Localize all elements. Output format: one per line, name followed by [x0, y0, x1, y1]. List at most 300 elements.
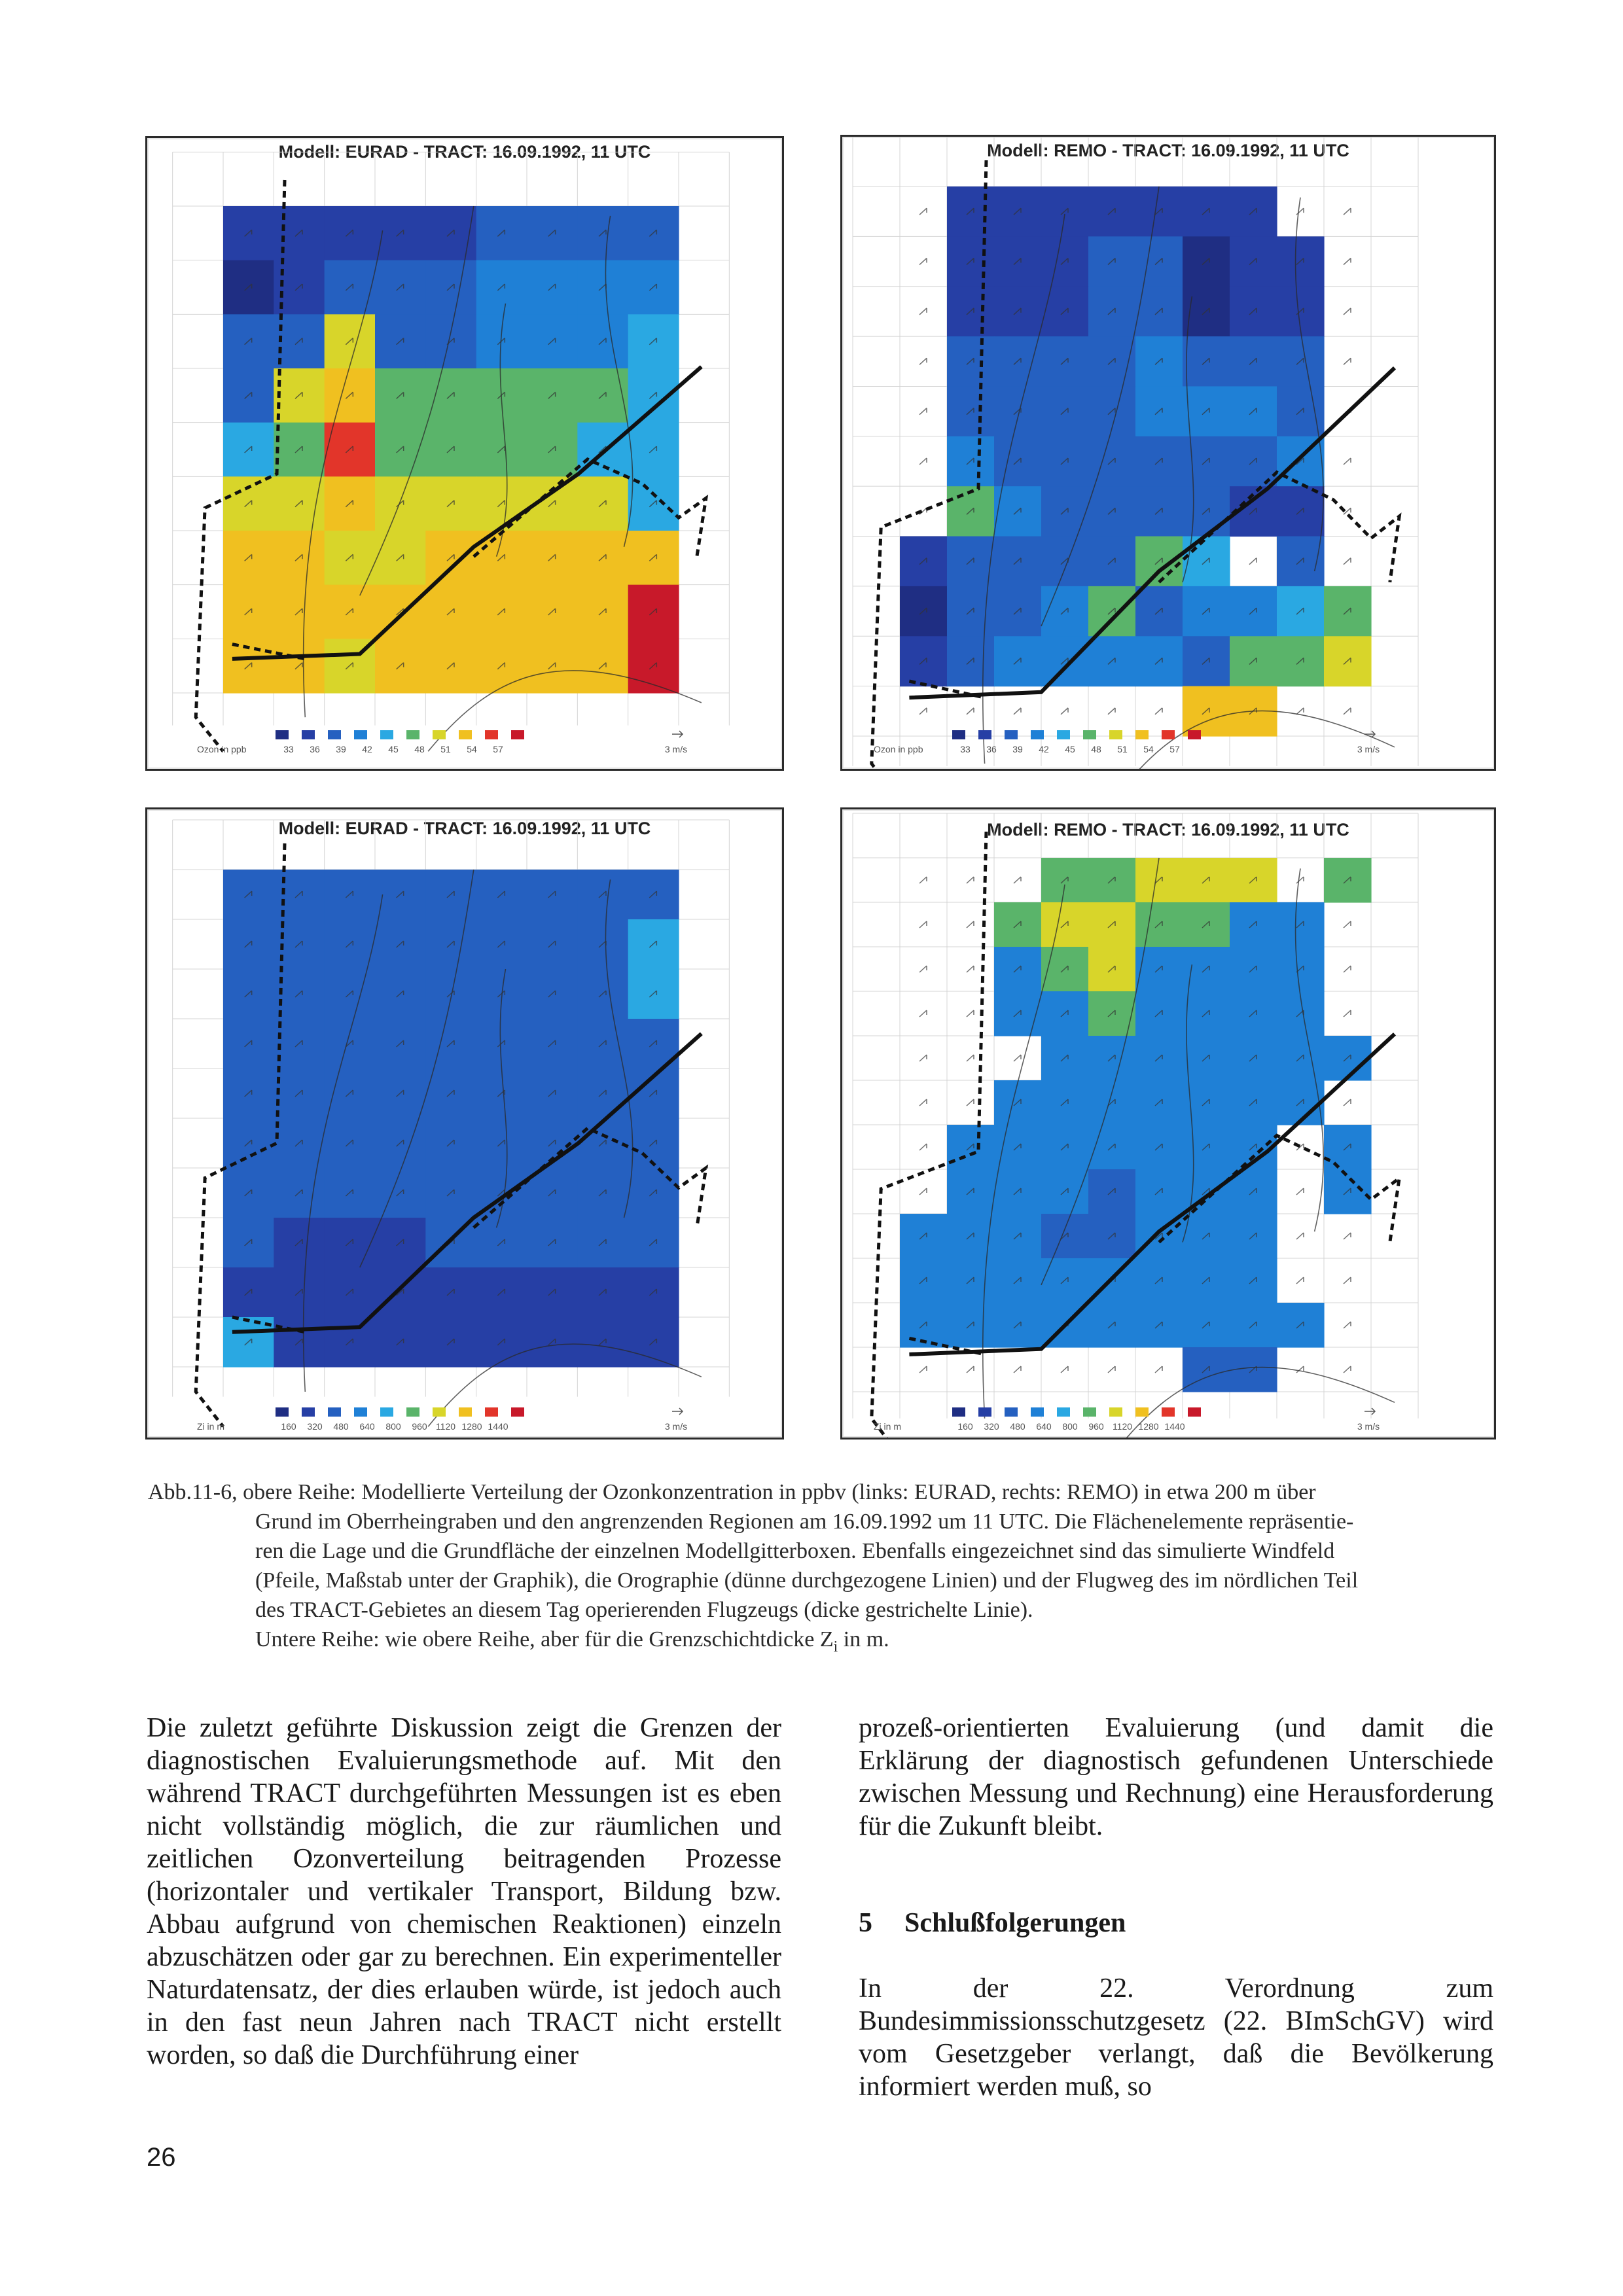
grid-cell	[994, 1303, 1042, 1348]
grid-cell	[1041, 537, 1089, 587]
grid-cell	[425, 1317, 476, 1368]
grid-cell	[1230, 991, 1277, 1036]
legend-value: 54	[467, 744, 477, 754]
grid-cell	[375, 1118, 426, 1169]
grid-cell	[425, 368, 476, 423]
grid-cell	[476, 1267, 527, 1318]
grid-cell	[1183, 486, 1230, 537]
legend-label: Ozon in ppb	[874, 744, 923, 754]
grid-cell	[1183, 902, 1230, 947]
grid-cell	[223, 969, 274, 1019]
grid-cell	[1230, 1258, 1277, 1303]
grid-cell	[1041, 1169, 1089, 1214]
body-paragraph: In der 22. Verordnung zum Bundesimmissionsschutzgesetz (22. BImSchGV) wird vom Gesetzgeber verlangt, daß die Bevölkerung informiert werden muß, so	[859, 1973, 1493, 2102]
legend-swatch	[1162, 730, 1175, 739]
grid-cell	[947, 1258, 995, 1303]
legend-value: 640	[359, 1421, 375, 1432]
legend-value: 36	[986, 744, 997, 754]
grid-cell	[947, 236, 995, 287]
legend-swatch	[511, 730, 524, 739]
grid-cell	[1041, 636, 1089, 686]
grid-cell	[223, 870, 274, 920]
legend-swatch	[1188, 730, 1201, 739]
grid-cell	[1183, 1303, 1230, 1348]
grid-cell	[900, 1214, 948, 1259]
legend-swatch	[328, 1407, 341, 1417]
legend-value: 54	[1143, 744, 1154, 754]
section-number: 5	[859, 1908, 872, 1938]
scale-arrow-icon	[672, 1408, 683, 1415]
grid-cell	[476, 476, 527, 531]
grid-cell	[274, 1069, 325, 1119]
grid-cell	[274, 1218, 325, 1268]
legend-swatch	[276, 730, 289, 739]
grid-cell	[994, 236, 1042, 287]
grid-cell	[1183, 336, 1230, 387]
grid-cell	[1135, 858, 1183, 903]
grid-cell	[375, 1317, 426, 1368]
grid-cell	[375, 1019, 426, 1069]
map-title: Modell: EURAD - TRACT: 16.09.1992, 11 UTC	[278, 142, 651, 162]
grid-cell	[628, 919, 679, 970]
legend-swatch	[1005, 1407, 1018, 1417]
grid-cell	[1277, 947, 1325, 992]
legend-value: 1280	[461, 1421, 482, 1432]
grid-cell	[425, 1069, 476, 1119]
legend-value: 480	[333, 1421, 349, 1432]
grid-cell	[527, 423, 578, 477]
grid-cell	[1088, 902, 1136, 947]
legend-swatch	[1188, 1407, 1201, 1417]
grid-cell	[274, 423, 325, 477]
legend-swatch	[978, 730, 991, 739]
grid-cell	[527, 870, 578, 920]
grid-cell	[476, 206, 527, 260]
grid-cell	[994, 1080, 1042, 1125]
legend-value: 480	[1010, 1421, 1026, 1432]
grid-cell	[425, 1168, 476, 1218]
grid-cell	[425, 260, 476, 315]
grid-cell	[900, 537, 948, 587]
legend-value: 160	[281, 1421, 296, 1432]
grid-cell	[527, 260, 578, 315]
grid-cell	[1230, 947, 1277, 992]
grid-cell	[900, 1258, 948, 1303]
grid-cell	[1088, 236, 1136, 287]
grid-cell	[425, 1118, 476, 1169]
scale-label: 3 m/s	[664, 744, 688, 754]
grid-cell	[1230, 436, 1277, 487]
grid-cell	[994, 186, 1042, 237]
legend-swatch	[1057, 1407, 1070, 1417]
grid-cell	[1324, 586, 1372, 637]
grid-cell	[628, 531, 679, 585]
legend-value: 1120	[435, 1421, 456, 1432]
grid-cell	[1324, 636, 1372, 686]
grid-cell	[947, 1125, 995, 1170]
legend-value: 42	[362, 744, 372, 754]
grid-cell	[628, 969, 679, 1019]
grid-cell	[900, 636, 948, 686]
grid-cell	[947, 1169, 995, 1214]
legend-swatch	[302, 730, 315, 739]
grid-cell	[1135, 186, 1183, 237]
grid-cell	[1230, 1214, 1277, 1259]
grid-cell	[425, 870, 476, 920]
grid-cell	[527, 1317, 578, 1368]
grid-cell	[375, 639, 426, 693]
legend-swatch	[380, 1407, 393, 1417]
legend-swatch	[511, 1407, 524, 1417]
grid-cell	[1183, 1214, 1230, 1259]
map-svg	[147, 809, 782, 1438]
legend-value: 57	[493, 744, 503, 754]
scale-label: 3 m/s	[1357, 1421, 1380, 1432]
legend-swatch	[459, 1407, 472, 1417]
grid-cell	[1135, 486, 1183, 537]
grid-cell	[1135, 586, 1183, 637]
grid-cell	[1041, 902, 1089, 947]
grid-cell	[1041, 1036, 1089, 1081]
map-title: Modell: REMO - TRACT: 16.09.1992, 11 UTC	[987, 820, 1349, 839]
grid-cell	[223, 260, 274, 315]
grid-cell	[325, 476, 376, 531]
legend-swatch	[1005, 730, 1018, 739]
legend-label: Ozon in ppb	[197, 744, 247, 754]
map-svg	[842, 137, 1494, 769]
legend-value: 36	[310, 744, 320, 754]
grid-cell	[527, 919, 578, 970]
grid-cell	[223, 1267, 274, 1318]
grid-cell	[1277, 1036, 1325, 1081]
legend-value: 51	[440, 744, 451, 754]
grid-cell	[476, 870, 527, 920]
grid-cell	[325, 1168, 376, 1218]
grid-cell	[1135, 902, 1183, 947]
legend-swatch	[485, 1407, 498, 1417]
legend-value: 57	[1169, 744, 1180, 754]
grid-cell	[527, 585, 578, 639]
map-title: Modell: REMO - TRACT: 16.09.1992, 11 UTC	[987, 141, 1349, 160]
legend-value: 33	[960, 744, 971, 754]
grid-cell	[1041, 186, 1089, 237]
grid-cell	[527, 368, 578, 423]
grid-cell	[577, 368, 628, 423]
grid-cell	[274, 1118, 325, 1169]
grid-cell	[1088, 1214, 1136, 1259]
grid-cell	[375, 1168, 426, 1218]
legend-value: 1440	[1164, 1421, 1185, 1432]
grid-cell	[425, 314, 476, 368]
grid-cell	[1135, 236, 1183, 287]
grid-cell	[527, 969, 578, 1019]
grid-cell	[1135, 436, 1183, 487]
grid-cell	[1324, 858, 1372, 903]
left-column	[147, 1712, 781, 2072]
grid-cell	[1135, 287, 1183, 337]
grid-cell	[577, 1267, 628, 1318]
grid-cell	[628, 1317, 679, 1368]
legend-swatch	[433, 730, 446, 739]
grid-cell	[223, 314, 274, 368]
grid-cell	[994, 1125, 1042, 1170]
grid-cell	[375, 919, 426, 970]
grid-cell	[994, 436, 1042, 487]
caption-line: ren die Lage und die Grundfläche der einzelnen Modellgitterboxen. Ebenfalls eingezeichnet sind das simulierte Windfeld	[255, 1539, 1335, 1563]
grid-cell	[375, 969, 426, 1019]
grid-cell	[900, 586, 948, 637]
grid-cell	[325, 1019, 376, 1069]
grid-cell	[1277, 902, 1325, 947]
grid-cell	[628, 870, 679, 920]
grid-cell	[223, 585, 274, 639]
grid-cell	[577, 870, 628, 920]
grid-cell	[425, 585, 476, 639]
caption-lead: Abb.11-6, obere Reihe: Modellierte Verteilung der Ozonkonzentration in ppbv (links: EURAD, rechts: REMO) in etwa 200 m über	[148, 1480, 1316, 1504]
grid-cell	[1183, 1036, 1230, 1081]
grid-cell	[274, 585, 325, 639]
map-panel-eurad-ozone	[145, 136, 784, 771]
grid-cell	[1135, 636, 1183, 686]
grid-cell	[1183, 186, 1230, 237]
grid-cell	[947, 386, 995, 436]
legend-swatch	[978, 1407, 991, 1417]
grid-cell	[947, 486, 995, 537]
grid-cell	[274, 639, 325, 693]
legend-swatch	[1135, 1407, 1149, 1417]
legend-value: 45	[388, 744, 399, 754]
grid-cell	[1277, 636, 1325, 686]
grid-cell	[1088, 436, 1136, 487]
grid-cell	[1230, 1347, 1277, 1392]
grid-cell	[577, 919, 628, 970]
legend-value: 51	[1117, 744, 1128, 754]
legend-value: 640	[1036, 1421, 1052, 1432]
grid-cell	[476, 314, 527, 368]
grid-cell	[628, 1267, 679, 1318]
grid-cell	[274, 1168, 325, 1218]
grid-cell	[527, 314, 578, 368]
legend	[874, 1407, 1380, 1432]
grid-cell	[994, 287, 1042, 337]
grid-cell	[577, 1168, 628, 1218]
grid-cell	[274, 1267, 325, 1318]
grid-cell	[628, 314, 679, 368]
grid-cell	[325, 368, 376, 423]
grid-cell	[947, 186, 995, 237]
legend-value: 800	[385, 1421, 401, 1432]
grid-cell	[1183, 858, 1230, 903]
caption-line: des TRACT-Gebietes an diesem Tag operierenden Flugzeugs (dicke gestrichelte Linie).	[255, 1598, 1033, 1622]
grid-cell	[476, 585, 527, 639]
grid-cell	[325, 1267, 376, 1318]
grid-cell	[476, 639, 527, 693]
grid-cell	[375, 314, 426, 368]
grid-cell	[1230, 636, 1277, 686]
legend-swatch	[952, 1407, 965, 1417]
legend-swatch	[1109, 730, 1122, 739]
grid-cell	[425, 423, 476, 477]
grid-cell	[1277, 586, 1325, 637]
legend-swatch	[1083, 730, 1096, 739]
grid-cell	[1088, 186, 1136, 237]
map-panel-remo-zi	[840, 807, 1496, 1439]
scale-arrow-icon	[1364, 1408, 1375, 1415]
legend-value: 48	[1091, 744, 1101, 754]
legend-swatch	[406, 730, 419, 739]
grid-cell	[577, 1069, 628, 1119]
grid-cell	[425, 639, 476, 693]
map-panel-remo-ozone	[840, 135, 1496, 771]
grid-cell	[325, 585, 376, 639]
grid-cell	[1324, 1169, 1372, 1214]
grid-cell	[1183, 436, 1230, 487]
grid-cell	[375, 260, 426, 315]
grid-cell	[577, 476, 628, 531]
grid-cell	[1277, 486, 1325, 537]
grid-cell	[1041, 1214, 1089, 1259]
grid-cell	[527, 639, 578, 693]
grid-cell	[1230, 1303, 1277, 1348]
grid-cell	[1183, 537, 1230, 587]
legend-value: 33	[283, 744, 294, 754]
grid-cell	[223, 423, 274, 477]
legend-swatch	[1031, 730, 1044, 739]
grid-cell	[1183, 1125, 1230, 1170]
grid-cell	[1088, 858, 1136, 903]
grid-cell	[527, 206, 578, 260]
grid-cell	[1135, 386, 1183, 436]
page-number: 26	[147, 2143, 176, 2172]
grid-cell	[1088, 636, 1136, 686]
grid-cell	[628, 1118, 679, 1169]
grid-cell	[325, 1118, 376, 1169]
legend-swatch	[380, 730, 393, 739]
grid-cell	[1183, 236, 1230, 287]
grid-cell	[1230, 902, 1277, 947]
grid-cell	[223, 476, 274, 531]
grid-cell	[1230, 386, 1277, 436]
grid-cell	[1230, 186, 1277, 237]
caption-line: (Pfeile, Maßstab unter der Graphik), die Orographie (dünne durchgezogene Linien) und der Flugweg des im nördlichen Teil	[255, 1568, 1359, 1593]
legend-value: 39	[1012, 744, 1023, 754]
legend-swatch	[328, 730, 341, 739]
grid-cell	[994, 902, 1042, 947]
grid-cell	[325, 969, 376, 1019]
legend-swatch	[485, 730, 498, 739]
grid-cell	[1088, 586, 1136, 637]
grid-cell	[1135, 991, 1183, 1036]
grid-cell	[527, 1069, 578, 1119]
grid-cell	[527, 531, 578, 585]
grid-cell	[1183, 636, 1230, 686]
grid-cell	[375, 368, 426, 423]
grid-cell	[223, 1168, 274, 1218]
grid-cell	[223, 1069, 274, 1119]
grid-cell	[223, 206, 274, 260]
grid-cell	[1088, 537, 1136, 587]
grid-cell	[1135, 1258, 1183, 1303]
grid-cell	[274, 1317, 325, 1368]
grid-cell	[577, 531, 628, 585]
grid-cell	[994, 636, 1042, 686]
grid-cell	[1277, 236, 1325, 287]
legend	[874, 730, 1380, 754]
grid-cell	[325, 260, 376, 315]
grid-cell	[425, 531, 476, 585]
grid-cell	[1135, 1169, 1183, 1214]
grid-cell	[1041, 386, 1089, 436]
legend-swatch	[433, 1407, 446, 1417]
grid-cell	[994, 537, 1042, 587]
legend-swatch	[1083, 1407, 1096, 1417]
legend-swatch	[302, 1407, 315, 1417]
grid-cell	[1230, 1080, 1277, 1125]
grid-cell	[577, 969, 628, 1019]
grid-cell	[527, 1218, 578, 1268]
legend-value: 1280	[1138, 1421, 1159, 1432]
grid-cell	[1135, 1303, 1183, 1348]
grid-cell	[425, 1019, 476, 1069]
grid-cell	[947, 336, 995, 387]
grid-cell	[577, 585, 628, 639]
grid-cell	[1183, 586, 1230, 637]
grid-cell	[325, 1069, 376, 1119]
grid-cell	[1041, 436, 1089, 487]
grid-cell	[1135, 1036, 1183, 1081]
grid-cell	[1088, 1080, 1136, 1125]
grid-cell	[1135, 1125, 1183, 1170]
grid-cell	[1230, 858, 1277, 903]
grid-cell	[223, 919, 274, 970]
grid-cell	[1041, 1258, 1089, 1303]
legend-value: 320	[984, 1421, 999, 1432]
grid-cell	[1135, 947, 1183, 992]
grid-cell	[1230, 586, 1277, 637]
grid-cell	[425, 476, 476, 531]
legend-swatch	[1109, 1407, 1122, 1417]
grid-cell	[577, 1317, 628, 1368]
grid-cell	[375, 1267, 426, 1318]
grid-cell	[1135, 537, 1183, 587]
grid-cell	[476, 1118, 527, 1169]
grid-cell	[994, 336, 1042, 387]
grid-cell	[1088, 486, 1136, 537]
map-panel-eurad-zi	[145, 807, 784, 1439]
grid-cell	[628, 423, 679, 477]
grid-cell	[527, 1267, 578, 1318]
grid-cell	[527, 1019, 578, 1069]
section-title: Schlußfolgerungen	[904, 1908, 1126, 1938]
scale-label: 3 m/s	[1357, 744, 1380, 754]
legend-label: Zi in m	[874, 1421, 901, 1432]
grid-cell	[425, 1218, 476, 1268]
grid-cell	[476, 260, 527, 315]
grid-cell	[577, 639, 628, 693]
grid-cell	[628, 1218, 679, 1268]
grid-cell	[628, 368, 679, 423]
grid-cell	[1088, 1036, 1136, 1081]
legend-swatch	[354, 1407, 367, 1417]
grid-cell	[1088, 287, 1136, 337]
grid-cell	[1041, 486, 1089, 537]
legend-value: 1120	[1112, 1421, 1133, 1432]
grid-cell	[274, 476, 325, 531]
grid-cell	[223, 1019, 274, 1069]
legend-value: 39	[336, 744, 346, 754]
grid-cell	[947, 636, 995, 686]
legend-swatch	[406, 1407, 419, 1417]
